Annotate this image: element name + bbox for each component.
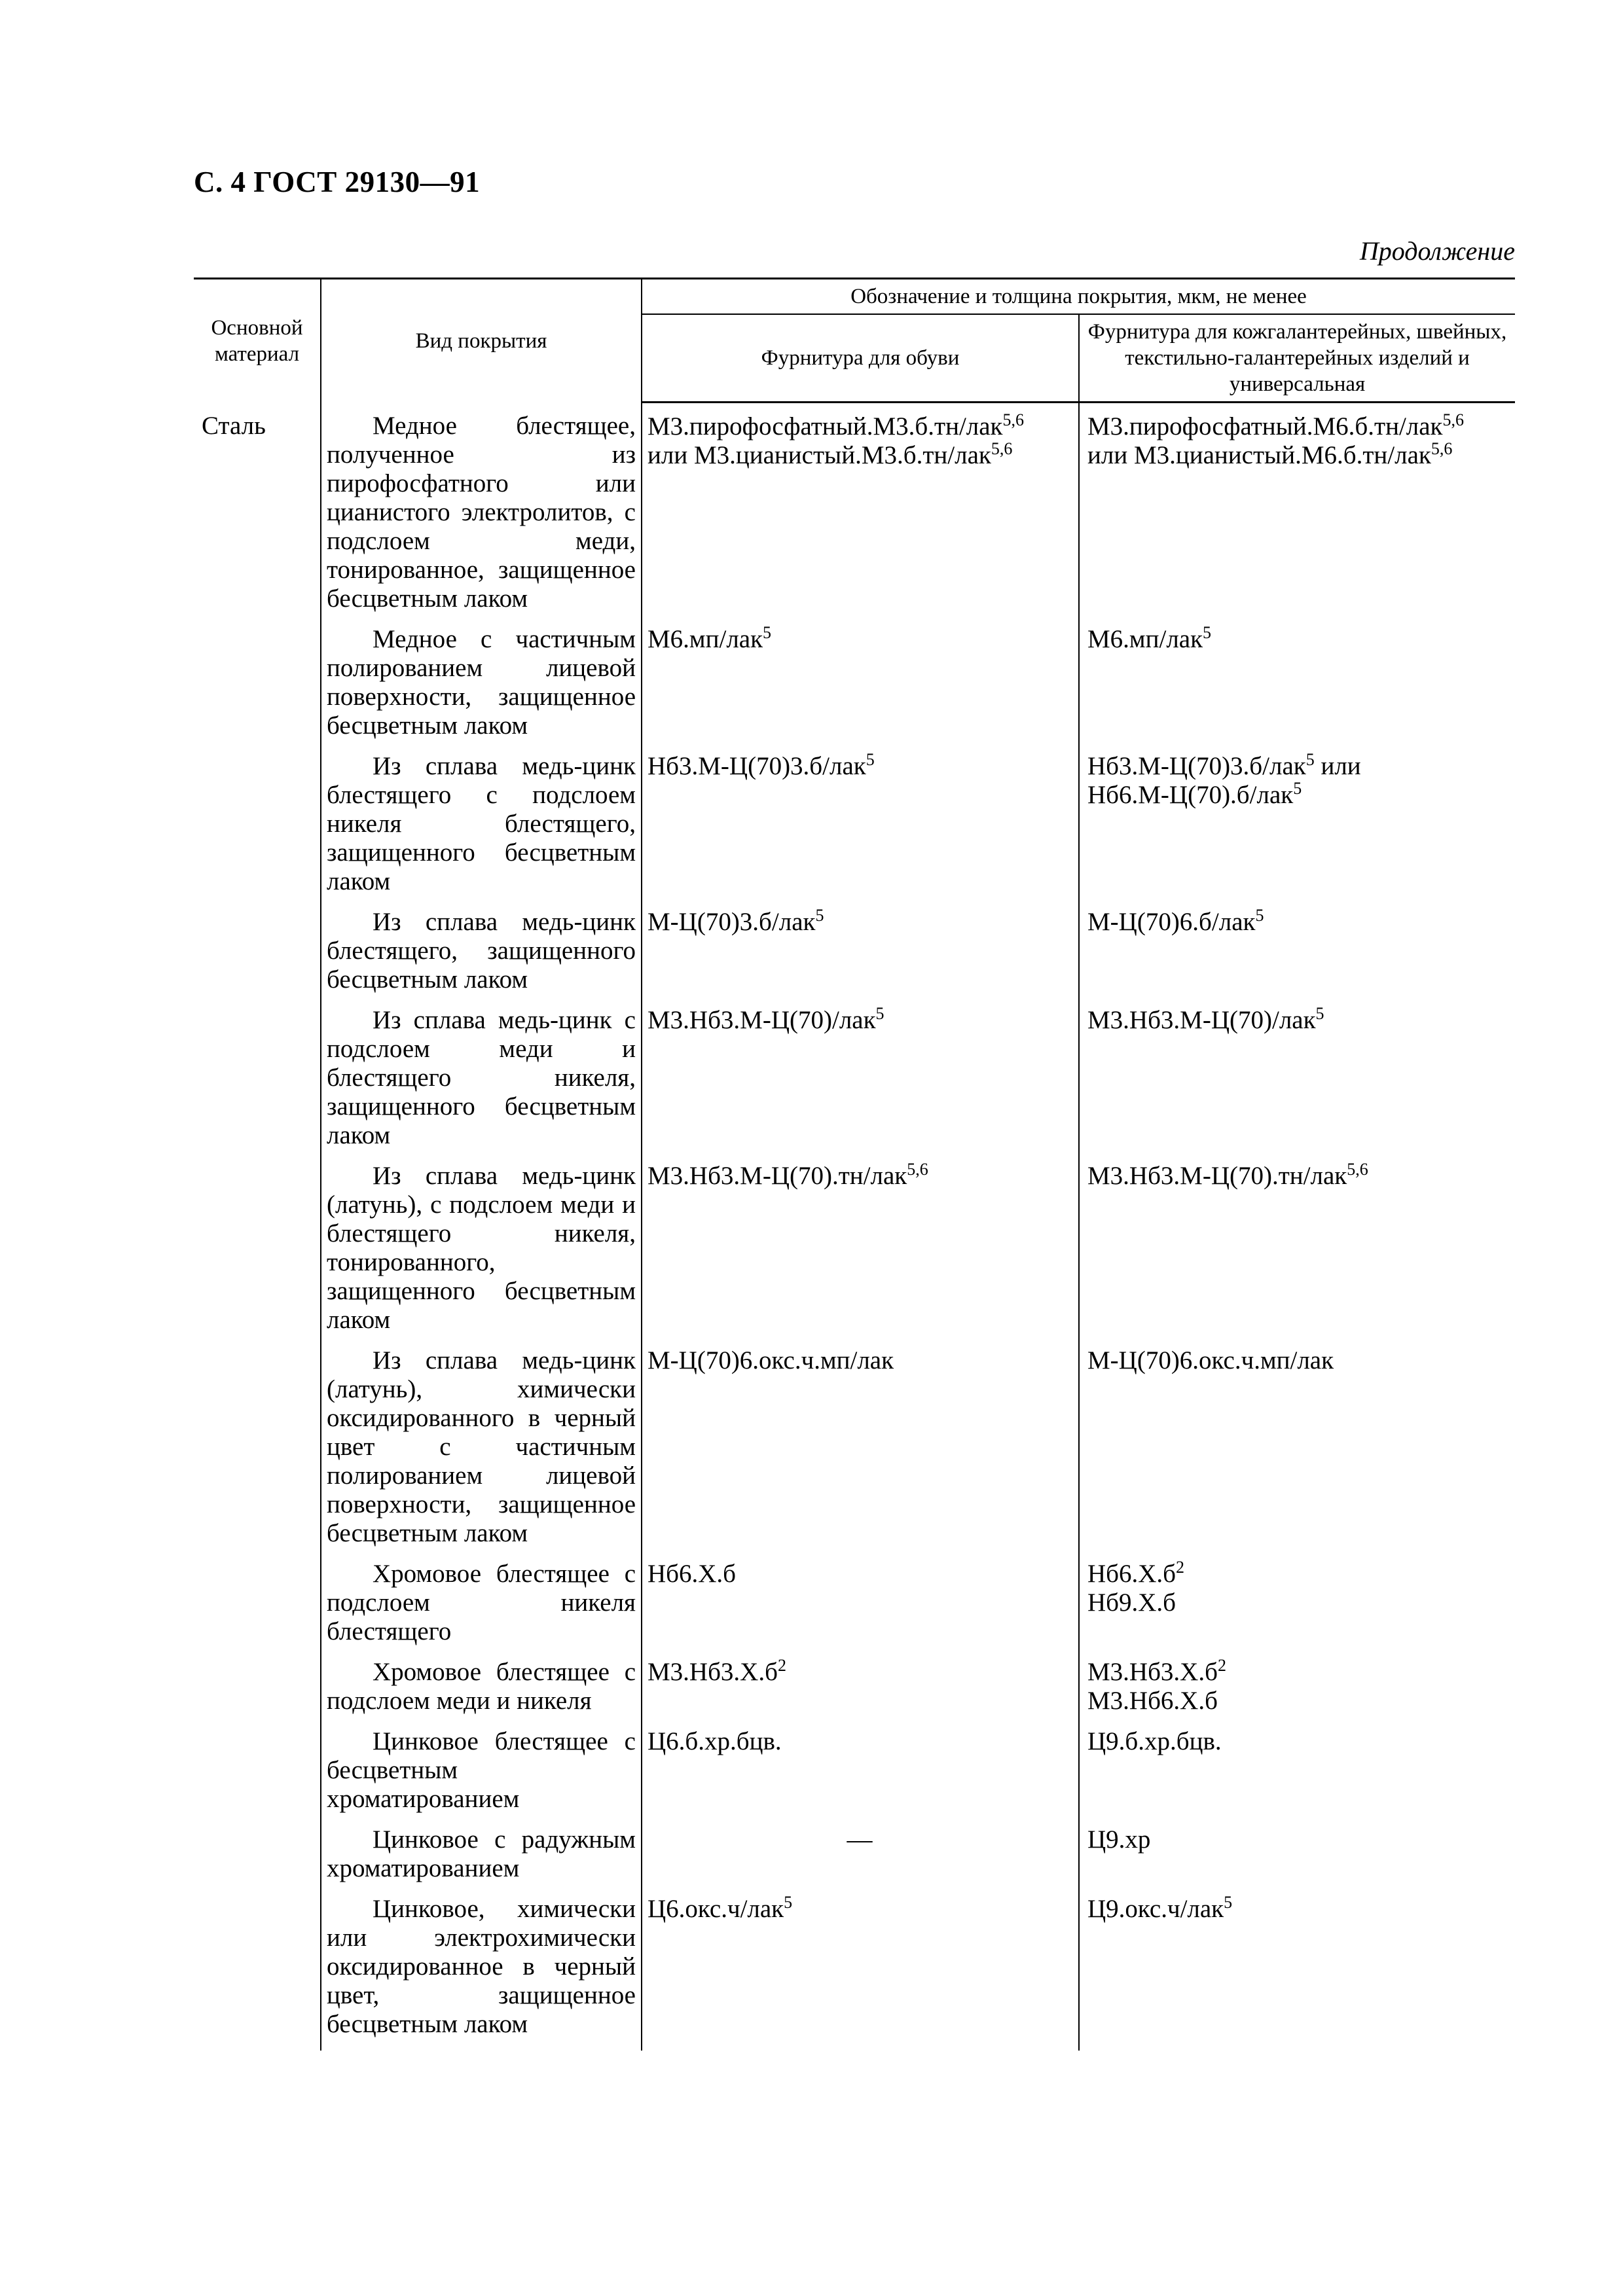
designation-value (647, 1346, 1072, 1375)
designation-value (647, 622, 1072, 654)
coating-type-cell: Хромовое блестящее с подслоем никеля блестящего (321, 1560, 642, 1658)
designation-value (647, 905, 1072, 937)
footwear-designation-cell (642, 1159, 1079, 1346)
footwear-designation-cell (642, 905, 1079, 1006)
designation-value (1087, 1892, 1508, 1924)
designation-text: Нб6.Х.б (1087, 1559, 1176, 1588)
designation-value (647, 1560, 1072, 1588)
designation-value (1087, 1655, 1508, 1687)
coating-type-cell: Цинковое с радужным хроматированием (321, 1825, 642, 1895)
footwear-designation-cell (642, 403, 1079, 625)
header-base-material: Основной материал (194, 279, 321, 403)
footwear-designation-cell (642, 749, 1079, 908)
footnote-ref: 5,6 (907, 1159, 928, 1179)
table-row (194, 1560, 1515, 1658)
designation-tail: или (1314, 751, 1361, 780)
haberdashery-designation-cell (1079, 1159, 1515, 1346)
designation-value (647, 441, 1072, 470)
coating-type-cell: Из сплава медь-цинк (латунь), с подслоем меди и блестящего никеля, тонированного, защищенного бесцветным лаком (321, 1162, 642, 1346)
header-coating-type: Вид покрытия (321, 279, 642, 403)
coating-type-cell: Цинковое блестящее с бесцветным хроматированием (321, 1727, 642, 1825)
designation-text: М-Ц(70)6.окс.ч.мп/лак (647, 1346, 894, 1374)
coating-type-cell: Из сплава медь-цинк с подслоем меди и блестящего никеля, защищенного бесцветным лаком (321, 1006, 642, 1162)
designation-text: Нб6.М-Ц(70).б/лак (1087, 780, 1294, 809)
designation-text: М3.Нб3.М-Ц(70)/лак (647, 1005, 876, 1034)
coating-type-cell: Медное блестящее, полученное из пирофосфатного или цианистого электролитов, с подслоем меди, тонированное, защищенное бесцветным лаком (321, 403, 642, 625)
designation-text: М6.мп/лак (1087, 624, 1203, 653)
page-header: С. 4 ГОСТ 29130—91 (194, 166, 481, 198)
designation-value (1087, 1825, 1508, 1854)
haberdashery-designation-cell (1079, 1346, 1515, 1560)
designation-value (1087, 1346, 1508, 1375)
designation-value (1087, 1003, 1508, 1035)
footnote-ref: 5 (763, 622, 772, 642)
designation-text: Ц9.хр (1087, 1825, 1151, 1854)
designation-value (1087, 412, 1508, 441)
designation-text: М3.Нб3.Х.б (1087, 1657, 1218, 1686)
designation-value (647, 1825, 1072, 1854)
footnote-ref: 2 (1176, 1557, 1185, 1577)
designation-value (1087, 778, 1508, 810)
footnote-ref: 2 (777, 1655, 786, 1675)
designation-value (1087, 622, 1508, 654)
footnote-ref: 5 (875, 1003, 884, 1023)
designation-value (1087, 1727, 1508, 1756)
haberdashery-designation-cell (1079, 403, 1515, 625)
coating-type-cell: Хромовое блестящее с подслоем меди и никеля (321, 1658, 642, 1727)
table-row (194, 908, 1515, 1006)
haberdashery-designation-cell (1079, 905, 1515, 1006)
footnote-ref: 5,6 (1431, 439, 1453, 458)
footnote-ref: 5 (1203, 622, 1212, 642)
footwear-designation-cell (642, 1727, 1079, 1825)
haberdashery-designation-cell (1079, 1003, 1515, 1162)
designation-value (647, 749, 1072, 781)
table-body (194, 403, 1515, 2051)
designation-value (1087, 905, 1508, 937)
designation-value (647, 1727, 1072, 1756)
footwear-designation-cell (642, 1655, 1079, 1727)
table-row (194, 1658, 1515, 1727)
table-row (194, 1895, 1515, 2051)
designation-text: М6.мп/лак (647, 624, 763, 653)
footnote-ref: 5,6 (1442, 410, 1464, 429)
haberdashery-designation-cell (1079, 1825, 1515, 1895)
footnote-ref: 5 (1293, 778, 1302, 798)
haberdashery-designation-cell (1079, 1892, 1515, 2051)
footwear-designation-cell (642, 622, 1079, 752)
designation-value (1087, 749, 1508, 781)
designation-value (1087, 441, 1508, 470)
header-footwear: Фурнитура для обуви (642, 314, 1079, 403)
footwear-designation-cell (642, 1825, 1079, 1895)
designation-value (1087, 1159, 1508, 1191)
designation-text: М3.пирофосфатный.М3.б.тн/лак (647, 412, 1003, 440)
coating-type-cell: Из сплава медь-цинк блестящего, защищенного бесцветным лаком (321, 908, 642, 1006)
table-row (194, 1346, 1515, 1560)
designation-text: Нб3.М-Ц(70)3.б/лак (1087, 751, 1306, 780)
designation-text: М-Ц(70)6.б/лак (1087, 907, 1256, 936)
footnote-ref: 5 (1315, 1003, 1324, 1023)
designation-text: М3.Нб3.М-Ц(70).тн/лак (647, 1161, 907, 1190)
designation-text: Нб9.Х.б (1087, 1588, 1176, 1617)
designation-value (1087, 1687, 1508, 1715)
table-row (194, 1727, 1515, 1825)
designation-value (647, 1892, 1072, 1924)
footwear-designation-cell (642, 1560, 1079, 1658)
table-row (194, 625, 1515, 752)
designation-text: Нб6.Х.б (647, 1559, 737, 1588)
designation-value (647, 1003, 1072, 1035)
designation-text: М3.пирофосфатный.М6.б.тн/лак (1087, 412, 1443, 440)
haberdashery-designation-cell (1079, 1727, 1515, 1825)
footnote-ref: 5 (784, 1892, 793, 1912)
haberdashery-designation-cell (1079, 749, 1515, 908)
table-row (194, 1006, 1515, 1162)
designation-value (1087, 1588, 1508, 1617)
footnote-ref: 5,6 (991, 439, 1013, 458)
footwear-designation-cell (642, 1003, 1079, 1162)
footnote-ref: 5 (866, 749, 875, 769)
designation-text: — (847, 1825, 873, 1854)
designation-text: Ц6.б.хр.бцв. (647, 1727, 782, 1755)
footnote-ref: 5,6 (1347, 1159, 1368, 1179)
footnote-ref: 2 (1217, 1655, 1226, 1675)
designation-text: Ц9.окс.ч/лак (1087, 1894, 1224, 1923)
designation-text: Ц6.окс.ч/лак (647, 1894, 784, 1923)
haberdashery-designation-cell (1079, 1655, 1515, 1727)
haberdashery-designation-cell (1079, 1557, 1515, 1658)
base-material-cell: Сталь (194, 403, 321, 2051)
header-designation-group: Обозначение и толщина покрытия, мкм, не менее (642, 279, 1515, 315)
footnote-ref: 5,6 (1002, 410, 1024, 429)
coating-type-cell: Медное с частичным полированием лицевой поверхности, защищенное бесцветным лаком (321, 625, 642, 752)
coating-type-cell: Из сплава медь-цинк блестящего с подслоем никеля блестящего, защищенного бесцветным лаком (321, 752, 642, 908)
continuation-label: Продолжение (1359, 236, 1515, 266)
coating-table (194, 278, 1515, 2051)
footnote-ref: 5 (815, 905, 824, 925)
designation-text: М-Ц(70)3.б/лак (647, 907, 816, 936)
designation-text: или М3.цианистый.М6.б.тн/лак (1087, 441, 1431, 469)
designation-value (647, 412, 1072, 441)
header-haberdashery: Фурнитура для кожгалантерейных, швейных, текстильно-галантерейных изделий и универсальная (1079, 314, 1515, 403)
coating-type-cell: Из сплава медь-цинк (латунь), химически оксидированного в черный цвет с частичным полированием лицевой поверхности, защищенное бесцветным лаком (321, 1346, 642, 1560)
designation-value (1087, 1557, 1508, 1588)
footnote-ref: 5 (1255, 905, 1264, 925)
designation-value (647, 1159, 1072, 1191)
designation-text: М3.Нб6.Х.б (1087, 1686, 1218, 1715)
table-row (194, 1162, 1515, 1346)
table-row (194, 752, 1515, 908)
coating-type-cell: Цинковое, химически или электрохимически оксидированное в черный цвет, защищенное бесцветным лаком (321, 1895, 642, 2051)
haberdashery-designation-cell (1079, 622, 1515, 752)
designation-text: или М3.цианистый.М3.б.тн/лак (647, 441, 991, 469)
table-row (194, 403, 1515, 625)
designation-value (647, 1655, 1072, 1687)
designation-text: Ц9.б.хр.бцв. (1087, 1727, 1222, 1755)
footnote-ref: 5 (1224, 1892, 1233, 1912)
footwear-designation-cell (642, 1346, 1079, 1560)
designation-text: М-Ц(70)6.окс.ч.мп/лак (1087, 1346, 1334, 1374)
designation-text: М3.Нб3.Х.б (647, 1657, 778, 1686)
designation-text: Нб3.М-Ц(70)3.б/лак (647, 751, 866, 780)
designation-text: М3.Нб3.М-Ц(70).тн/лак (1087, 1161, 1347, 1190)
designation-text: М3.Нб3.М-Ц(70)/лак (1087, 1005, 1316, 1034)
footnote-ref: 5 (1305, 749, 1315, 769)
footwear-designation-cell (642, 1892, 1079, 2051)
table-row (194, 1825, 1515, 1895)
